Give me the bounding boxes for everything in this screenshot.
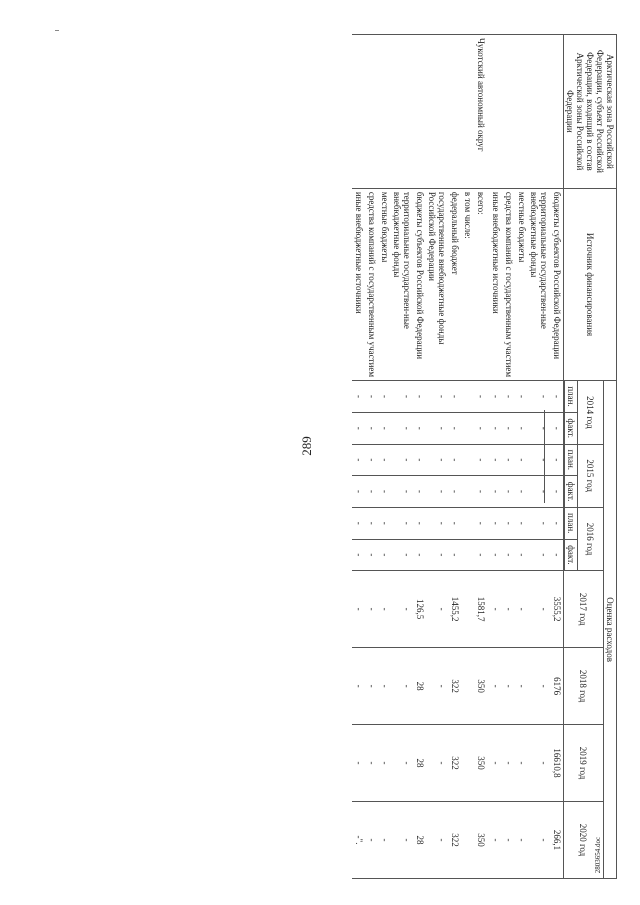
value-cell: 1455,2 (448, 571, 461, 648)
value-cell: - (365, 801, 378, 878)
value-cell: - (502, 444, 515, 476)
value-cell: 28 (413, 725, 426, 802)
value-cell: - (502, 476, 515, 508)
header-2016: 2016 год (578, 507, 604, 570)
value-cell: - (515, 444, 528, 476)
value-cell: - (365, 444, 378, 476)
zone-cell (528, 35, 550, 189)
header-2017: 2017 год (564, 571, 604, 648)
value-cell: - (515, 412, 528, 444)
value-cell: 3555,2 (550, 571, 564, 648)
value-cell: - (528, 381, 550, 413)
value-cell: - (489, 444, 502, 476)
value-cell: - (378, 725, 391, 802)
source-cell: государственные внебюджетные фонды Российской Федерации (426, 188, 448, 380)
table-row (413, 35, 426, 879)
value-cell: - (426, 648, 448, 725)
zone-cell (426, 35, 448, 189)
value-cell: - (378, 476, 391, 508)
value-cell: - (426, 507, 448, 539)
value-cell: - (474, 381, 489, 413)
value-cell: - (528, 539, 550, 571)
value-cell: - (550, 476, 564, 508)
value-cell: 28 (413, 801, 426, 878)
value-cell: - (391, 539, 413, 571)
header-2015: 2015 год (578, 444, 604, 507)
value-cell: - (352, 507, 365, 539)
value-cell: - (502, 381, 515, 413)
value-cell: 350 (474, 648, 489, 725)
value-cell: - (550, 539, 564, 571)
value-cell (461, 539, 474, 571)
value-cell: - (515, 725, 528, 802)
value-cell: - (413, 444, 426, 476)
value-cell: - (391, 571, 413, 648)
table-row (550, 35, 564, 879)
table-row (528, 35, 550, 879)
value-cell: - (426, 571, 448, 648)
zone-cell (391, 35, 413, 189)
value-cell: - (528, 444, 550, 476)
value-cell: - (489, 539, 502, 571)
value-cell: - (528, 801, 550, 878)
header-fact: факт. (565, 476, 578, 508)
header-fact: факт. (565, 539, 578, 571)
table-row (515, 35, 528, 879)
header-source: Источник финансирования (564, 188, 617, 380)
table-row (391, 35, 413, 879)
value-cell: 1581,7 (474, 571, 489, 648)
value-cell: - (413, 412, 426, 444)
table-row (489, 35, 502, 879)
value-cell (461, 476, 474, 508)
source-cell: территориальные государствен-ные внебюджетные фонды (528, 188, 550, 380)
source-cell: иные внебюджетные источники (352, 188, 365, 380)
source-cell: в том числе: (461, 188, 474, 380)
source-cell: местные бюджеты (515, 188, 528, 380)
value-cell: - (515, 476, 528, 508)
value-cell: - (489, 725, 502, 802)
value-cell: - (528, 476, 550, 508)
source-cell: бюджеты субъектов Российской Федерации (413, 188, 426, 380)
value-cell: - (365, 725, 378, 802)
value-cell: - (550, 444, 564, 476)
header-2014: 2014 год (578, 381, 604, 444)
value-cell: - (515, 539, 528, 571)
value-cell: - (365, 476, 378, 508)
value-cell: - (391, 412, 413, 444)
source-cell: средства компаний с государственным участием (502, 188, 515, 380)
value-cell: - (474, 412, 489, 444)
value-cell: - (489, 507, 502, 539)
value-cell: - (352, 571, 365, 648)
value-cell: - (489, 801, 502, 878)
value-cell: - (474, 539, 489, 571)
value-cell: - (352, 725, 365, 802)
zone-cell (550, 35, 564, 189)
rotated-table-area (57, 34, 617, 879)
value-cell (461, 725, 474, 802)
zone-cell (365, 35, 378, 189)
value-cell: - (528, 412, 550, 444)
table-row (426, 35, 448, 879)
value-cell: - (413, 507, 426, 539)
value-cell: - (489, 571, 502, 648)
value-cell: - (474, 444, 489, 476)
source-cell: местные бюджеты (378, 188, 391, 380)
value-cell: - (391, 381, 413, 413)
document-id: 2803654.doc (594, 836, 602, 874)
value-cell: - (426, 476, 448, 508)
value-cell: - (352, 476, 365, 508)
value-cell: - (448, 539, 461, 571)
header-estimate: Оценка расходов (604, 381, 617, 879)
value-cell: 126,5 (413, 571, 426, 648)
zone-cell (413, 35, 426, 189)
value-cell: - (502, 539, 515, 571)
source-cell: территориальные государствен-ные внебюджетные фонды (391, 188, 413, 380)
value-cell: - (550, 412, 564, 444)
value-cell: - (528, 725, 550, 802)
value-cell: - (489, 476, 502, 508)
value-cell: - (448, 412, 461, 444)
table-row (502, 35, 515, 879)
value-cell: - (413, 476, 426, 508)
value-cell: - (515, 507, 528, 539)
value-cell: 28 (413, 648, 426, 725)
value-cell: - (365, 412, 378, 444)
value-cell: - (378, 539, 391, 571)
value-cell: - (378, 648, 391, 725)
value-cell (461, 801, 474, 878)
value-cell: 322 (448, 801, 461, 878)
value-cell: - (515, 801, 528, 878)
value-cell: - (502, 648, 515, 725)
value-cell: - (528, 507, 550, 539)
header-plan: план. (565, 444, 578, 476)
source-cell: бюджеты субъектов Российской Федерации (550, 188, 564, 380)
header-plan: план. (565, 507, 578, 539)
value-cell: - (489, 381, 502, 413)
value-cell: - (378, 381, 391, 413)
value-cell: - (489, 648, 502, 725)
value-cell (461, 571, 474, 648)
value-cell: 6176 (550, 648, 564, 725)
value-cell (461, 412, 474, 444)
table-row (365, 35, 378, 879)
value-cell: - (391, 725, 413, 802)
value-cell: - (352, 648, 365, 725)
zone-cell (461, 35, 474, 189)
value-cell: - (474, 476, 489, 508)
value-cell: - (426, 381, 448, 413)
value-cell: 350 (474, 801, 489, 878)
value-cell: - (502, 801, 515, 878)
value-cell: - (448, 381, 461, 413)
table-row (448, 35, 461, 879)
value-cell: - (365, 507, 378, 539)
zone-cell (515, 35, 528, 189)
value-cell: - (489, 412, 502, 444)
value-cell: - (391, 801, 413, 878)
value-cell (461, 648, 474, 725)
value-cell: - (391, 476, 413, 508)
header-plan: план. (565, 381, 578, 413)
source-cell: иные внебюджетные источники (489, 188, 502, 380)
value-cell: - (426, 444, 448, 476)
value-cell: -". (352, 801, 365, 878)
header-zone: Арктическая зона Российской Федерации, субъект Российской Федерации, входящий в состав Арктической зоны Российской Федерации (564, 35, 617, 189)
value-cell: - (448, 444, 461, 476)
value-cell: 350 (474, 725, 489, 802)
header-fact: факт. (565, 412, 578, 444)
header-2018: 2018 год (564, 648, 604, 725)
value-cell: - (352, 444, 365, 476)
value-cell: - (365, 539, 378, 571)
value-cell: - (378, 801, 391, 878)
zone-cell: Чукотский автономный округ (474, 35, 489, 189)
value-cell: - (448, 507, 461, 539)
value-cell: - (352, 412, 365, 444)
table-row (352, 35, 365, 879)
value-cell: - (378, 412, 391, 444)
value-cell: - (426, 539, 448, 571)
value-cell (461, 444, 474, 476)
value-cell: - (502, 412, 515, 444)
value-cell: - (378, 507, 391, 539)
value-cell: 322 (448, 648, 461, 725)
value-cell: - (413, 381, 426, 413)
value-cell: - (515, 381, 528, 413)
value-cell: - (378, 571, 391, 648)
table-body (352, 35, 564, 879)
zone-cell (489, 35, 502, 189)
zone-cell (352, 35, 365, 189)
value-cell: - (426, 725, 448, 802)
table-row (378, 35, 391, 879)
value-cell: - (391, 444, 413, 476)
value-cell: - (448, 476, 461, 508)
zone-cell (378, 35, 391, 189)
source-cell: средства компаний с государственным участием (365, 188, 378, 380)
value-cell: - (365, 648, 378, 725)
value-cell: - (391, 648, 413, 725)
header-2020: 2020 год (564, 801, 604, 878)
value-cell: - (502, 725, 515, 802)
page-number: 289 (299, 436, 314, 456)
value-cell: - (365, 571, 378, 648)
header-2019: 2019 год (564, 725, 604, 802)
source-cell: федеральный бюджет (448, 188, 461, 380)
value-cell: - (550, 507, 564, 539)
value-cell: - (502, 571, 515, 648)
value-cell: - (515, 571, 528, 648)
value-cell: - (515, 648, 528, 725)
zone-cell (448, 35, 461, 189)
value-cell: - (352, 381, 365, 413)
value-cell: - (528, 571, 550, 648)
zone-cell (502, 35, 515, 189)
value-cell: - (378, 444, 391, 476)
value-cell: - (352, 539, 365, 571)
table-row (461, 35, 474, 879)
value-cell: - (365, 381, 378, 413)
value-cell: - (391, 507, 413, 539)
value-cell: 16610,8 (550, 725, 564, 802)
value-cell: - (413, 539, 426, 571)
value-cell: - (550, 381, 564, 413)
value-cell: - (528, 648, 550, 725)
value-cell: - (426, 801, 448, 878)
value-cell (461, 507, 474, 539)
value-cell (461, 381, 474, 413)
table-row (474, 35, 489, 879)
value-cell: 266,1 (550, 801, 564, 878)
expense-table (352, 34, 617, 879)
value-cell: - (474, 507, 489, 539)
value-cell: - (426, 412, 448, 444)
value-cell: - (502, 507, 515, 539)
value-cell: 322 (448, 725, 461, 802)
corner-mark (55, 30, 59, 31)
source-cell: всего: (474, 188, 489, 380)
